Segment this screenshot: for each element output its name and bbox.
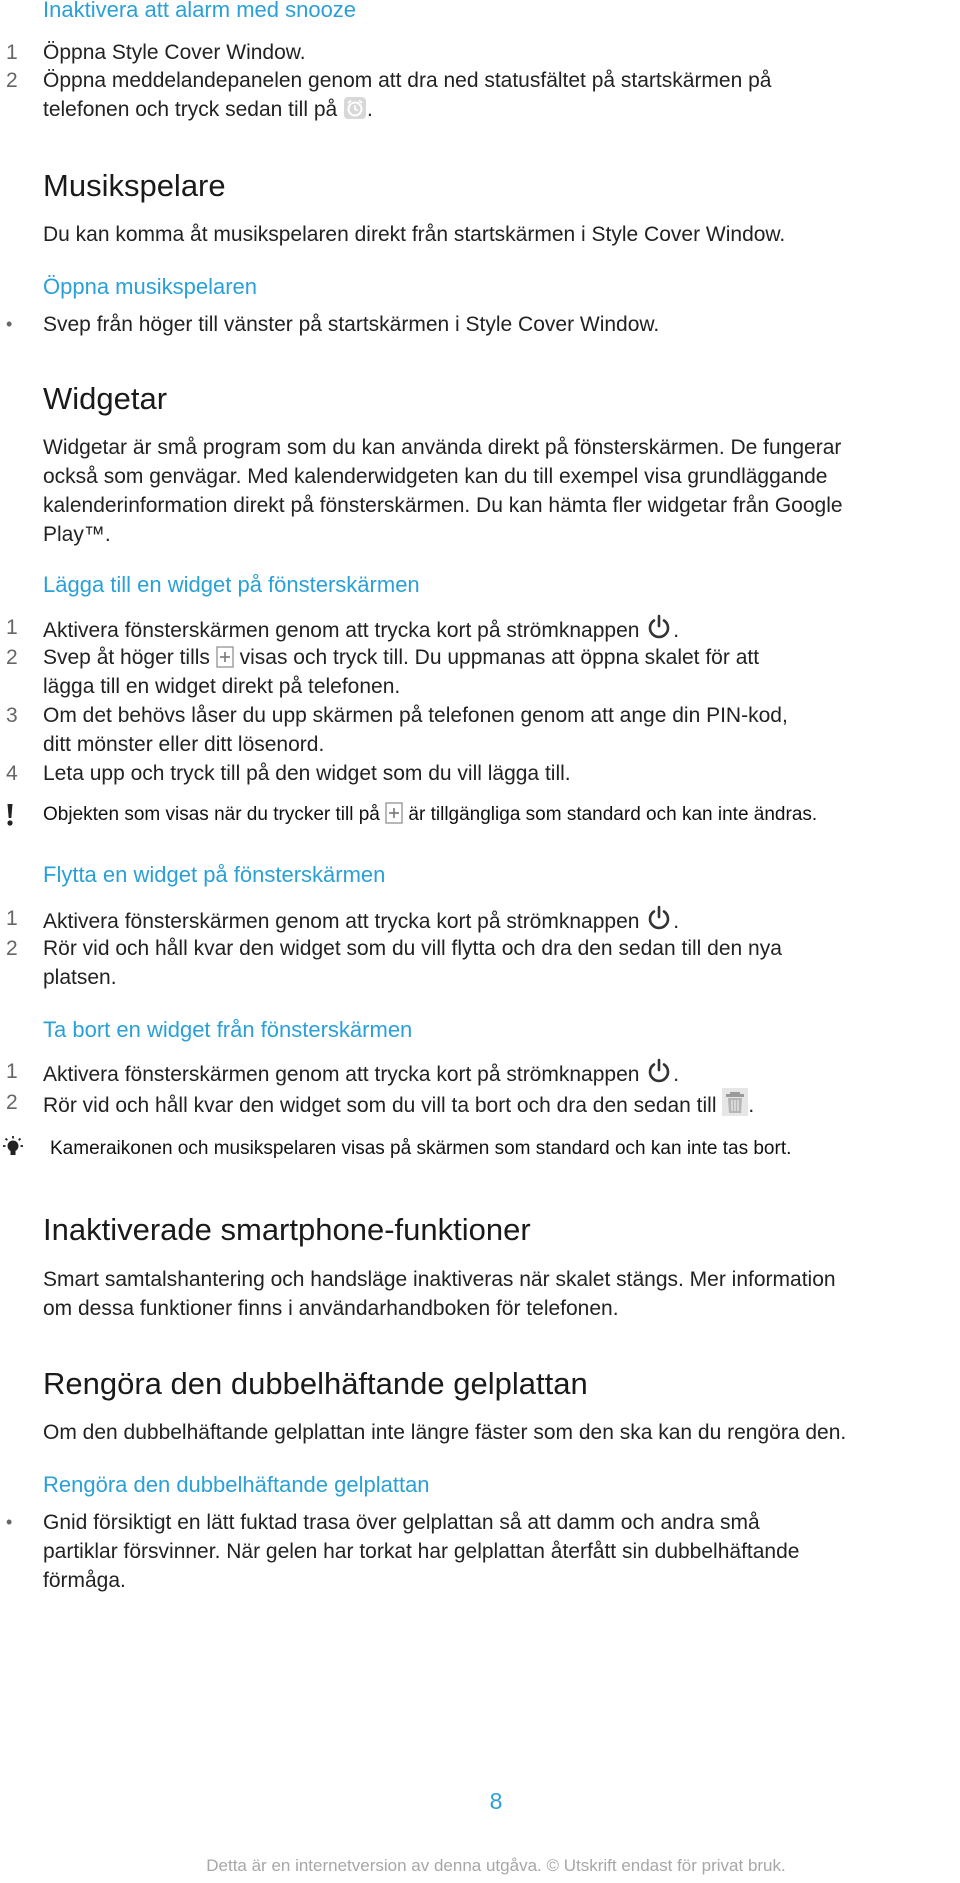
power-icon bbox=[645, 613, 673, 641]
subheading-add-widget: Lägga till en widget på fönsterskärmen bbox=[43, 572, 420, 597]
step-number: 2 bbox=[6, 937, 18, 960]
step-text: telefonen och tryck sedan till på bbox=[43, 98, 338, 121]
step-number: 1 bbox=[6, 41, 18, 64]
bullet-icon: • bbox=[6, 314, 13, 334]
subheading-disable-snooze: Inaktivera att alarm med snooze bbox=[43, 0, 357, 22]
step-text: Öppna Style Cover Window. bbox=[43, 41, 306, 64]
clean-gel-intro: Om den dubbelhäftande gelplattan inte längre fäster som den ska kan du rengöra den. bbox=[43, 1421, 847, 1444]
step-text: visas och tryck till. Du uppmanas att öppna skalet för att bbox=[239, 646, 760, 669]
power-icon bbox=[645, 904, 673, 932]
step-number: 4 bbox=[6, 762, 18, 785]
lightbulb-icon bbox=[0, 1135, 26, 1161]
step-text: Aktivera fönsterskärmen genom att trycka kort på strömknappen bbox=[43, 1063, 640, 1086]
step-text: Aktivera fönsterskärmen genom att trycka kort på strömknappen bbox=[43, 619, 640, 642]
heading-music-player: Musikspelare bbox=[43, 168, 226, 203]
step-text: Öppna meddelandepanelen genom att dra ned statusfältet på startskärmen på bbox=[43, 69, 772, 92]
subheading-clean-gel-pad: Rengöra den dubbelhäftande gelplattan bbox=[43, 1472, 430, 1497]
alarm-clock-icon bbox=[343, 96, 367, 120]
step-number: 2 bbox=[6, 69, 18, 92]
heading-disabled-features: Inaktiverade smartphone-funktioner bbox=[43, 1212, 531, 1247]
step-text: . bbox=[367, 98, 373, 121]
manual-page: Inaktivera att alarm med snooze 1 Öppna Style Cover Window. 2 Öppna meddelandepanelen genom att dra ned statusfältet på startskärmen på telefonen och tryck sedan till på . Musikspelare Du kan komma åt musikspelaren direkt från startskärmen i Style Cover Window. Öppna musikspelaren • Svep från höger till vänster på startskärmen i Style Cover Window. Widgetar Widgetar är små program som du kan använda direkt på fönsterskärmen. De fungerar också som genvägar. Med kalenderwidgeten kan du till exempel visa grundläggande kalenderinformation direkt på fönsterskärmen. Du kan hämta fler widgetar från Google Play™. Lägga till en widget på fönsterskärmen 1 Aktivera fönsterskärmen genom att trycka kort på strömknappen . 2 Svep åt höger tills visas och tryck till. Du uppmanas att öppna skalet för att lägga till en widget direkt på telefonen. 3 Om det behövs låser du upp skärmen på telefonen genom att ange din PIN-kod, ditt mönster eller ditt lösenord. 4 Leta upp och tryck till på den widget som du vill lägga till. Objekten som visas när du trycker till på är tillgängliga som standard och kan inte ändras. Flytta en widget på fönsterskärmen 1 Aktivera fönsterskärmen genom att trycka kort på strömknappen . 2 Rör vid och håll kvar den widget som du vill flytta och dra den sedan till den nya platsen. Ta bort en widget från fönsterskärmen 1 Aktivera fönsterskärmen genom att trycka kort på strömknappen . 2 Rör vid och håll kvar den widget som du vill ta bort och dra den sedan till . Kameraikonen och musikspelaren visas på skärmen som standard och kan inte tas bort. Inaktiverade smartphone-funktioner Smart samtalshantering och handsläge inaktiveras när skalet stängs. Mer information om dessa funktioner finns i användarhandboken för telefonen. Rengöra den dubbelhäftande gelplattan Om den dubbelhäftande gelplattan inte längre fäster som den ska kan du rengöra den. Rengöra den dubbelhäftande gelplattan • Gnid försiktigt en lätt fuktad trasa över gelplattan så att damm och andra små partiklar försvinner. När gelen har torkat har gelplattan återfått sin dubbelhäftande förmåga. 8 Detta är en internetversion av denna utgåva. © Utskrift endast för privat bruk. bbox=[0, 0, 960, 1883]
subheading-remove-widget: Ta bort en widget från fönsterskärmen bbox=[43, 1017, 413, 1042]
heading-clean-gel-pad: Rengöra den dubbelhäftande gelplattan bbox=[43, 1366, 588, 1401]
disabled-features-text: Smart samtalshantering och handsläge inaktiveras när skalet stängs. Mer information om dessa funktioner finns i användarhandboken för telefonen. bbox=[43, 1268, 836, 1320]
step-number: 1 bbox=[6, 1060, 18, 1083]
subheading-open-music: Öppna musikspelaren bbox=[43, 274, 258, 299]
exclamation-icon bbox=[5, 803, 15, 827]
add-widget-icon bbox=[216, 646, 234, 668]
page-number: 8 bbox=[489, 1788, 503, 1814]
add-widget-icon bbox=[385, 802, 403, 824]
power-icon bbox=[645, 1057, 673, 1085]
step-text: Svep åt höger tills bbox=[43, 646, 210, 669]
trash-icon bbox=[722, 1088, 748, 1116]
bullet-icon: • bbox=[6, 1512, 13, 1532]
step-number: 2 bbox=[6, 646, 18, 669]
subheading-move-widget: Flytta en widget på fönsterskärmen bbox=[43, 862, 386, 887]
step-number: 1 bbox=[6, 907, 18, 930]
step-text: Aktivera fönsterskärmen genom att trycka kort på strömknappen bbox=[43, 910, 640, 933]
step-number: 2 bbox=[6, 1091, 18, 1114]
step-number: 3 bbox=[6, 704, 18, 727]
step-number: 1 bbox=[6, 616, 18, 639]
footer-note: Detta är en internetversion av denna utgåva. © Utskrift endast för privat bruk. bbox=[206, 1856, 786, 1875]
heading-widgets: Widgetar bbox=[43, 381, 168, 416]
widgets-intro: Widgetar är små program som du kan använda direkt på fönsterskärmen. De fungerar också som genvägar. Med kalenderwidgeten kan du till exempel visa grundläggande kalenderinformation direkt på fönsterskärmen. Du kan hämta fler widgetar från Google Play™. bbox=[43, 436, 843, 546]
music-intro: Du kan komma åt musikspelaren direkt från startskärmen i Style Cover Window. bbox=[43, 223, 786, 246]
step-text: Rör vid och håll kvar den widget som du vill ta bort och dra den sedan till bbox=[43, 1094, 717, 1117]
